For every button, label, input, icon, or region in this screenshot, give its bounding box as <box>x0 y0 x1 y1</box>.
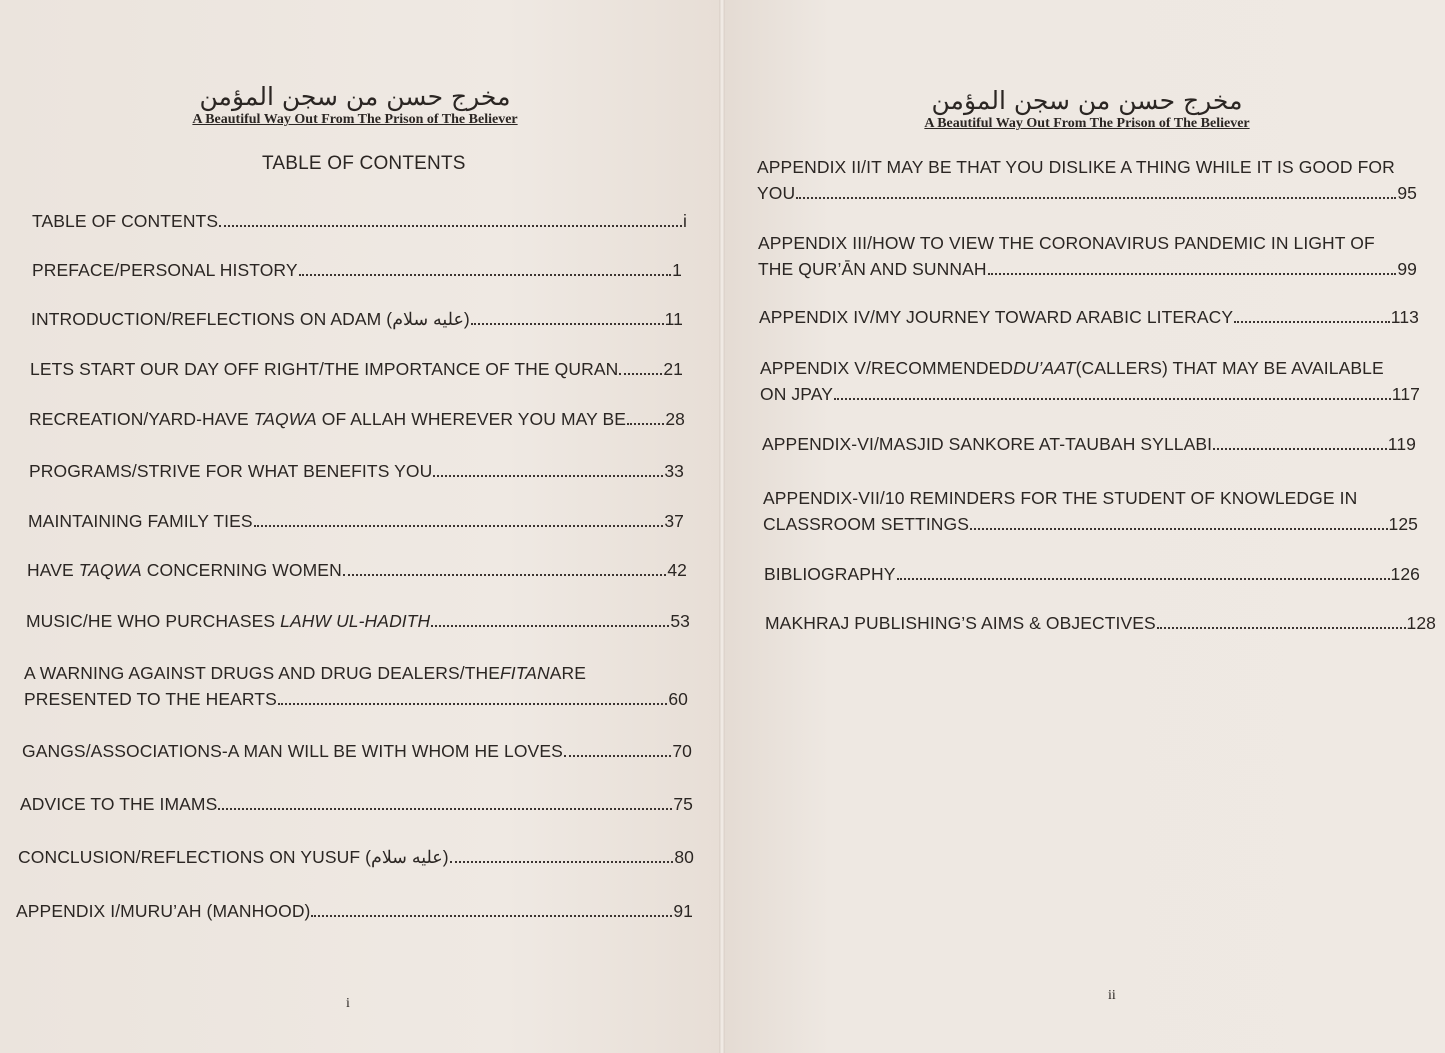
toc-entry-title: PROGRAMS/STRIVE FOR WHAT BENEFITS YOU <box>29 461 433 481</box>
toc-entry-title <box>26 608 430 634</box>
toc-entry <box>16 898 693 924</box>
dot-leader <box>1157 627 1406 629</box>
toc-entry <box>757 154 1417 206</box>
toc-entry <box>32 257 682 283</box>
right-page <box>722 0 1445 1053</box>
toc-entry-page: 80 <box>674 847 694 867</box>
toc-entry <box>32 208 687 234</box>
toc-entry-title: YOU <box>757 183 796 203</box>
toc-entry <box>30 356 683 382</box>
toc-entry <box>28 508 684 534</box>
toc-entry <box>759 304 1419 330</box>
toc-entry-page: 91 <box>673 901 693 921</box>
toc-entry-title: THE QUR’ĀN AND SUNNAH <box>758 259 987 279</box>
dot-leader <box>471 323 664 325</box>
toc-entry-page: 1 <box>672 260 682 280</box>
toc-entry-title-italic: TAQWA <box>78 560 142 580</box>
toc-entry-title: MAKHRAJ PUBLISHING’S AIMS & OBJECTIVES <box>765 613 1156 633</box>
toc-entry <box>18 844 694 870</box>
dot-leader <box>1234 321 1390 323</box>
toc-entry-title-part: OF ALLAH WHEREVER YOU MAY BE <box>316 409 627 429</box>
toc-entry-title-italic: TAQWA <box>253 409 317 429</box>
toc-entry-page: 99 <box>1397 259 1417 279</box>
toc-entry-title: INTRODUCTION/REFLECTIONS ON ADAM (عليه سلام) <box>31 309 470 329</box>
toc-entry-page: 33 <box>664 461 684 481</box>
toc-entry <box>764 561 1420 587</box>
toc-entry-title-part: ARE <box>549 663 587 683</box>
dot-leader <box>433 475 663 477</box>
toc-entry-title-part: APPENDIX V/RECOMMENDED <box>760 358 1014 378</box>
dot-leader <box>897 578 1390 580</box>
right-page-header <box>892 86 1282 132</box>
toc-entry-page: 37 <box>664 511 684 531</box>
dot-leader <box>450 861 674 863</box>
english-subtitle: A Beautiful Way Out From The Prison of The Believer <box>192 112 518 127</box>
toc-entry-first-line <box>24 660 688 686</box>
toc-entry <box>758 230 1417 282</box>
toc-entry-title: GANGS/ASSOCIATIONS-A MAN WILL BE WITH WHOM HE LOVES <box>22 741 563 761</box>
dot-leader <box>796 197 1396 199</box>
toc-entry <box>760 355 1420 407</box>
toc-entry-title <box>27 557 342 583</box>
toc-entry-title: PREFACE/PERSONAL HISTORY <box>32 260 298 280</box>
toc-entry-page: 117 <box>1391 384 1420 404</box>
dot-leader <box>619 373 662 375</box>
dot-leader <box>343 574 667 576</box>
toc-entry-title: APPENDIX IV/MY JOURNEY TOWARD ARABIC LITERACY <box>759 307 1234 327</box>
toc-entry <box>24 660 688 712</box>
toc-entry <box>27 557 687 583</box>
toc-entry-title: ADVICE TO THE IMAMS <box>20 794 218 814</box>
toc-entry-page: 70 <box>672 741 692 761</box>
toc-entry-title-part: (CALLERS) THAT MAY BE AVAILABLE <box>1075 358 1384 378</box>
toc-entry-first-line: APPENDIX-VII/10 REMINDERS FOR THE STUDENT OF KNOWLEDGE IN <box>763 488 1358 508</box>
dot-leader <box>988 273 1397 275</box>
toc-entry-title: CONCLUSION/REFLECTIONS ON YUSUF (عليه سلام) <box>18 847 449 867</box>
toc-entry-title-part: A WARNING AGAINST DRUGS AND DRUG DEALERS/THE <box>24 663 501 683</box>
toc-entry-title: TABLE OF CONTENTS <box>32 211 219 231</box>
toc-entry-page: 53 <box>670 611 690 631</box>
toc-entry-page: 60 <box>668 689 688 709</box>
toc-entry-page: 11 <box>664 309 683 329</box>
dot-leader <box>970 528 1388 530</box>
toc-entry-title: LETS START OUR DAY OFF RIGHT/THE IMPORTANCE OF THE QURAN <box>30 359 619 379</box>
toc-entry-title-part: MUSIC/HE WHO PURCHASES <box>26 611 281 631</box>
toc-entry-page: 28 <box>665 409 685 429</box>
toc-entry-title: PRESENTED TO THE HEARTS <box>24 689 277 709</box>
dot-leader <box>1213 448 1387 450</box>
toc-entry-title-italic: DU’AAT <box>1013 358 1076 378</box>
dot-leader <box>219 225 682 227</box>
toc-entry-page: 126 <box>1390 564 1420 584</box>
toc-entry <box>29 458 684 484</box>
toc-entry-first-line: APPENDIX III/HOW TO VIEW THE CORONAVIRUS PANDEMIC IN LIGHT OF <box>758 233 1375 253</box>
dot-leader <box>431 625 669 627</box>
toc-entry-title: BIBLIOGRAPHY <box>764 564 896 584</box>
toc-entry-title-part: HAVE <box>27 560 79 580</box>
dot-leader <box>254 525 664 527</box>
dot-leader <box>627 423 664 425</box>
toc-entry-title: MAINTAINING FAMILY TIES <box>28 511 253 531</box>
dot-leader <box>299 274 672 276</box>
toc-entry-page: 119 <box>1387 434 1416 454</box>
english-subtitle: A Beautiful Way Out From The Prison of The Believer <box>924 116 1250 131</box>
toc-heading: TABLE OF CONTENTS <box>262 153 466 174</box>
toc-entry-title: CLASSROOM SETTINGS <box>763 514 969 534</box>
dot-leader <box>564 755 671 757</box>
toc-entry-page: 75 <box>673 794 693 814</box>
toc-entry-page: 125 <box>1388 514 1418 534</box>
toc-entry-title-part: CONCERNING WOMEN <box>141 560 342 580</box>
toc-entry <box>762 431 1416 457</box>
dot-leader <box>218 808 672 810</box>
toc-entry-title-italic: FITAN <box>500 663 550 683</box>
toc-entry-title-italic: LAHW UL-HADITH <box>280 611 431 631</box>
toc-entry <box>29 406 685 432</box>
toc-entry <box>26 608 690 634</box>
toc-entry-title: APPENDIX-VI/MASJID SANKORE AT-TAUBAH SYLLABI <box>762 434 1213 454</box>
toc-entry <box>765 610 1436 636</box>
page-number: ii <box>1108 988 1116 1003</box>
arabic-title: مخرج حسن من سجن المؤمن <box>199 82 511 111</box>
toc-entry-title <box>29 406 626 432</box>
dot-leader <box>311 915 672 917</box>
dot-leader <box>278 703 667 705</box>
toc-entry-first-line <box>760 355 1420 381</box>
toc-entry-page: 113 <box>1390 307 1419 327</box>
toc-entry <box>22 738 692 764</box>
toc-entry-page: i <box>683 211 687 231</box>
toc-entry <box>763 485 1418 537</box>
toc-entry <box>31 306 683 332</box>
toc-entry-title-part: RECREATION/YARD-HAVE <box>29 409 254 429</box>
toc-entry-title: APPENDIX I/MURU’AH (MANHOOD) <box>16 901 311 921</box>
dot-leader <box>834 398 1391 400</box>
book-gutter <box>719 0 725 1053</box>
toc-entry-page: 128 <box>1406 613 1436 633</box>
left-page <box>0 0 722 1053</box>
toc-entry-page: 95 <box>1397 183 1417 203</box>
arabic-title: مخرج حسن من سجن المؤمن <box>931 86 1243 115</box>
toc-entry-page: 42 <box>667 560 687 580</box>
toc-entry-first-line: APPENDIX II/IT MAY BE THAT YOU DISLIKE A THING WHILE IT IS GOOD FOR <box>757 157 1395 177</box>
toc-entry-page: 21 <box>663 359 683 379</box>
toc-entry <box>20 791 693 817</box>
left-page-header <box>170 82 540 128</box>
page-number: i <box>346 996 350 1011</box>
toc-entry-title: ON JPAY <box>760 384 833 404</box>
